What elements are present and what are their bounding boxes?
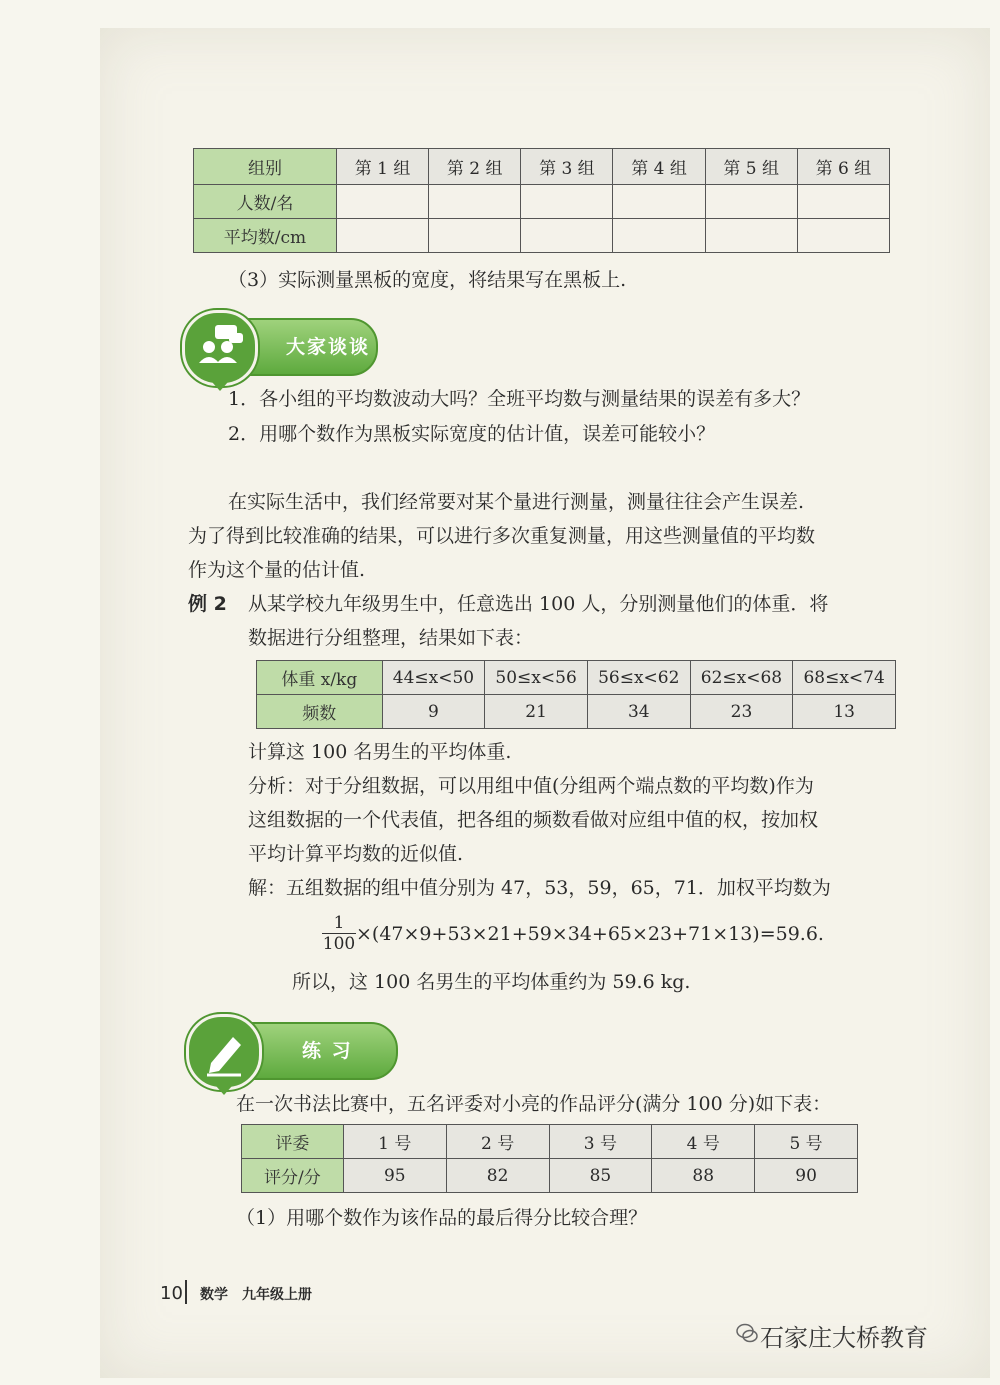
table3-header-cell: 1 号 [343, 1125, 446, 1159]
table3-value-cell: 90 [755, 1159, 858, 1193]
analysis-line: 平均计算平均数的近似值. [248, 843, 464, 865]
fraction-denominator: 100 [322, 934, 356, 954]
discuss-badge-label: 大家谈谈 [286, 336, 371, 358]
table1-row-label: 平均数/cm [194, 219, 337, 253]
table2-value-cell: 34 [587, 695, 690, 729]
conclusion-text: 所以，这 100 名男生的平均体重约为 59.6 kg. [292, 971, 691, 993]
table1-header-cell: 第 1 组 [336, 149, 428, 185]
table2-value-cell: 13 [793, 695, 896, 729]
table2-header-cell: 56≤x<62 [587, 661, 690, 695]
fraction-numerator: 1 [333, 913, 345, 933]
table3-header-cell: 2 号 [446, 1125, 549, 1159]
table2-header-cell: 62≤x<68 [690, 661, 793, 695]
table1-header-cell: 第 5 组 [705, 149, 797, 185]
table1-header-cell: 第 6 组 [797, 149, 889, 185]
analysis-line: 这组数据的一个代表值，把各组的频数看做对应组中值的权，按加权 [248, 809, 819, 831]
table1-header-cell: 第 3 组 [521, 149, 613, 185]
table1-header-cell: 第 2 组 [429, 149, 521, 185]
pencil-icon [186, 1014, 262, 1090]
step3-text: （3）实际测量黑板的宽度，将结果写在黑板上. [228, 269, 627, 291]
solution-line: 解：五组数据的组中值分别为 47，53，59，65，71．加权平均数为 [248, 877, 831, 899]
fraction [322, 914, 356, 953]
example-tag: 例 2 [188, 593, 227, 615]
table3-row-label: 评分/分 [242, 1159, 344, 1193]
practice-question-1: （1）用哪个数作为该作品的最后得分比较合理？ [236, 1207, 648, 1229]
table2-value-cell: 21 [485, 695, 588, 729]
table3-value-cell: 88 [652, 1159, 755, 1193]
practice-intro: 在一次书法比赛中，五名评委对小亮的作品评分(满分 100 分)如下表： [236, 1093, 832, 1115]
table3-header-cell: 5 号 [755, 1125, 858, 1159]
footer-divider [185, 1280, 187, 1304]
table1-header-cell: 组别 [194, 149, 337, 185]
watermark-text: 石家庄大桥教育 [760, 1324, 928, 1352]
table2-header-cell: 44≤x<50 [382, 661, 485, 695]
table2-value-cell: 9 [382, 695, 485, 729]
group-table [193, 148, 890, 253]
example-line: 从某学校九年级男生中，任意选出 100 人，分别测量他们的体重．将 [248, 593, 829, 615]
example-line: 数据进行分组整理，结果如下表： [248, 627, 534, 649]
book-title: 数学 九年级上册 [200, 1287, 312, 1303]
discuss-question-1: 1．各小组的平均数波动大吗？全班平均数与测量结果的误差有多大？ [228, 388, 811, 410]
table2-header-cell: 68≤x<74 [793, 661, 896, 695]
table2-value-cell: 23 [690, 695, 793, 729]
formula: ×(47×9+53×21+59×34+65×23+71×13)=59.6. [356, 923, 824, 945]
table3-value-cell: 85 [549, 1159, 652, 1193]
table2-header-cell: 体重 x/kg [257, 661, 383, 695]
paragraph-line: 作为这个量的估计值. [188, 559, 366, 581]
table1-header-cell: 第 4 组 [613, 149, 705, 185]
table2-header-cell: 50≤x<56 [485, 661, 588, 695]
practice-badge-label: 练 习 [302, 1040, 353, 1062]
discuss-question-2: 2．用哪个数作为黑板实际宽度的估计值，误差可能较小？ [228, 423, 716, 445]
table2-row-label: 频数 [257, 695, 383, 729]
table3-value-cell: 82 [446, 1159, 549, 1193]
practice-badge [188, 1022, 398, 1080]
page-number: 10 [160, 1283, 183, 1304]
paragraph-line: 在实际生活中，我们经常要对某个量进行测量，测量往往会产生误差. [228, 491, 805, 513]
table1-row-label: 人数/名 [194, 185, 337, 219]
wechat-icon [736, 1322, 758, 1344]
table3-header-cell: 4 号 [652, 1125, 755, 1159]
weight-frequency-table [256, 660, 896, 729]
paragraph-line: 为了得到比较准确的结果，可以进行多次重复测量，用这些测量值的平均数 [188, 525, 816, 547]
analysis-line: 分析：对于分组数据，可以用组中值(分组两个端点数的平均数)作为 [248, 775, 814, 797]
table3-header-cell: 评委 [242, 1125, 344, 1159]
people-talk-icon [182, 310, 258, 386]
table3-value-cell: 95 [343, 1159, 446, 1193]
discuss-badge [184, 318, 378, 376]
task-text: 计算这 100 名男生的平均体重. [248, 741, 512, 763]
table3-header-cell: 3 号 [549, 1125, 652, 1159]
score-table [241, 1124, 858, 1193]
